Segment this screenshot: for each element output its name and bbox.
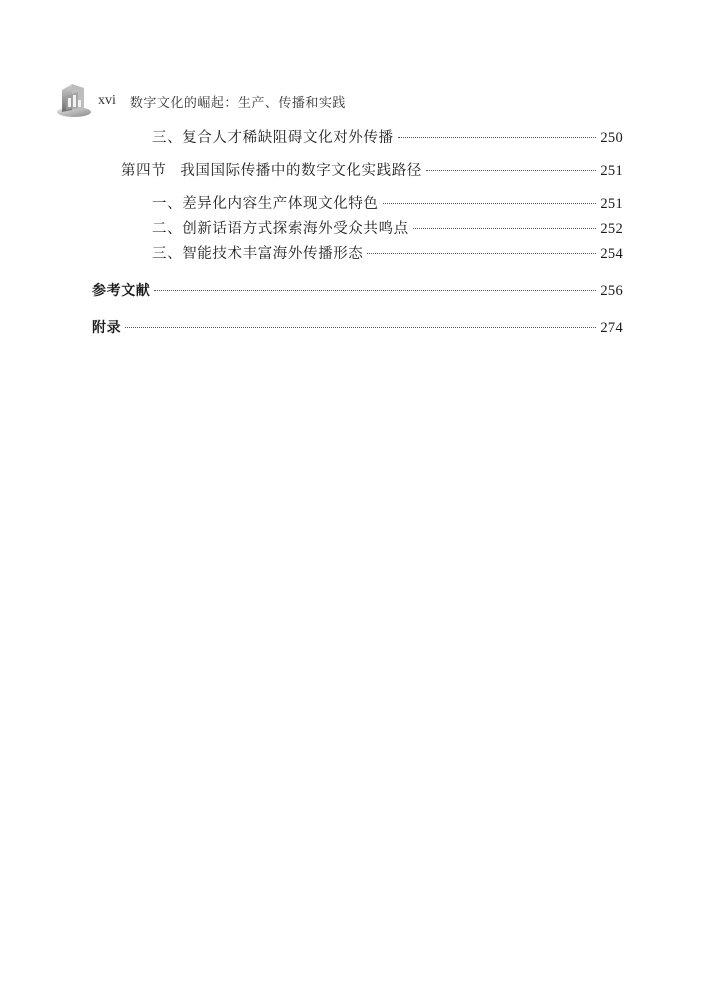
toc-entry-page: 256 [600,283,623,299]
toc-leader-dots [367,253,596,254]
toc-entry-title: 二、创新话语方式探索海外受众共鸣点 [152,221,409,237]
toc-entry-page: 254 [600,246,623,262]
toc-entry-title: 三、复合人才稀缺阻碍文化对外传播 [152,130,394,146]
toc-entry-title: 一、差异化内容生产体现文化特色 [152,196,379,212]
header-page-number: xvi [98,93,116,108]
toc-leader-dots [413,228,597,229]
toc-leader-dots [383,203,597,204]
toc-entry[interactable] [152,192,623,214]
toc-leader-dots [426,170,596,171]
running-header [56,78,386,118]
toc-entry[interactable] [152,242,623,264]
toc-leader-dots [125,327,596,328]
toc-entry-page: 251 [600,196,623,212]
toc-entry-page: 250 [600,130,623,146]
toc-leader-dots [154,290,596,291]
toc-entry-title: 附录 [92,320,122,336]
toc-entry-title: 参考文献 [92,283,151,299]
toc-entry-page: 252 [600,221,623,237]
toc-entry-title: 三、智能技术丰富海外传播形态 [152,246,364,262]
toc-section-entry[interactable] [121,159,623,181]
toc-entry-page: 274 [600,320,623,336]
book-logo-icon [56,78,94,118]
header-book-title: 数字文化的崛起：生产、传播和实践 [129,95,346,111]
toc-section-label: 第四节 [121,163,167,179]
toc-chapter-entry[interactable] [92,280,623,302]
toc-entry[interactable] [152,126,623,148]
toc-entry[interactable] [152,217,623,239]
toc-entry-title: 我国国际传播中的数字文化实践路径 [180,163,422,179]
toc-entry-page: 251 [600,163,623,179]
toc-chapter-entry[interactable] [92,317,623,339]
toc-leader-dots [398,137,597,138]
